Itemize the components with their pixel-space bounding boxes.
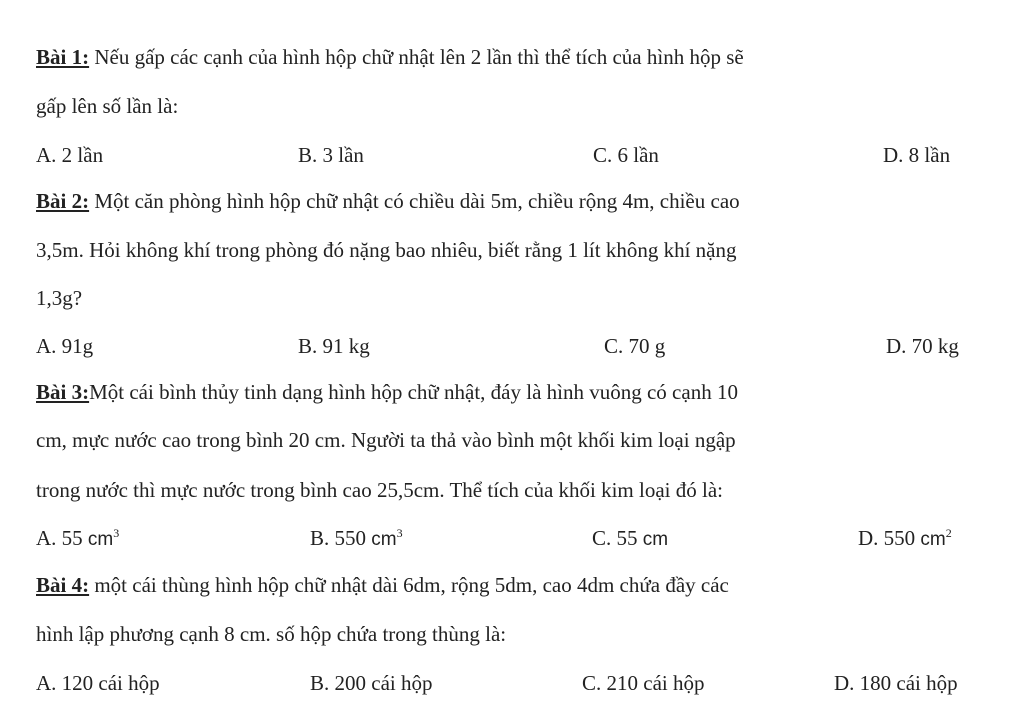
problem-2-text-1: Một căn phòng hình hộp chữ nhật có chiều dài 5m, chiều rộng 4m, chiều cao bbox=[94, 189, 740, 213]
problem-3-line-3: trong nước thì mực nước trong bình cao 25,5cm. Thể tích của khối kim loại đó là: bbox=[36, 478, 723, 502]
problem-3-label: Bài 3: bbox=[36, 380, 90, 404]
problem-2-line-2: 3,5m. Hỏi không khí trong phòng đó nặng bao nhiêu, biết rằng 1 lít không khí nặng bbox=[36, 238, 737, 262]
problem-1-text-1: Nếu gấp các cạnh của hình hộp chữ nhật lên 2 lần thì thể tích của hình hộp sẽ bbox=[94, 45, 744, 69]
problem-4-option-c: C. 210 cái hộp bbox=[582, 671, 705, 695]
problem-3-line-1 bbox=[36, 382, 738, 403]
problem-4-line-2: hình lập phương cạnh 8 cm. số hộp chứa trong thùng là: bbox=[36, 622, 507, 646]
problem-2-option-a: A. 91g bbox=[36, 334, 94, 358]
option-value: 55 bbox=[61, 526, 83, 550]
problem-4-text-1: một cái thùng hình hộp chữ nhật dài 6dm, rộng 5dm, cao 4dm chứa đầy các bbox=[94, 573, 729, 597]
problem-1-label: Bài 1: bbox=[36, 45, 90, 69]
option-prefix: D. bbox=[858, 526, 884, 550]
problem-2-option-d: D. 70 kg bbox=[886, 334, 959, 358]
option-value: 55 bbox=[616, 526, 638, 550]
problem-1-option-b: B. 3 lần bbox=[298, 143, 364, 167]
problem-2-option-c: C. 70 g bbox=[604, 334, 666, 358]
problem-1-option-c: C. 6 lần bbox=[593, 143, 659, 167]
option-exponent: 2 bbox=[945, 526, 952, 540]
option-prefix: B. bbox=[310, 526, 335, 550]
option-unit: cm bbox=[371, 529, 397, 550]
problem-3-line-2: cm, mực nước cao trong bình 20 cm. Người ta thả vào bình một khối kim loại ngập bbox=[36, 428, 736, 452]
option-unit: cm bbox=[87, 529, 114, 550]
problem-3-option-c bbox=[592, 528, 668, 549]
option-exponent: 3 bbox=[113, 526, 120, 540]
problem-4-option-a: A. 120 cái hộp bbox=[36, 671, 160, 695]
problem-3-text-1: Một cái bình thủy tinh dạng hình hộp chữ nhật, đáy là hình vuông có cạnh 10 bbox=[89, 380, 738, 404]
option-unit: cm bbox=[920, 529, 946, 550]
option-exponent: 3 bbox=[396, 526, 403, 540]
option-value: 550 bbox=[883, 526, 916, 550]
problem-3-option-b bbox=[310, 528, 403, 549]
problem-4-option-d: D. 180 cái hộp bbox=[834, 671, 958, 695]
option-prefix: C. bbox=[592, 526, 617, 550]
problem-4-line-1 bbox=[36, 575, 729, 596]
option-unit: cm bbox=[642, 529, 669, 550]
problem-3-option-d bbox=[858, 528, 952, 549]
problem-2-label: Bài 2: bbox=[36, 189, 90, 213]
problem-4-label: Bài 4: bbox=[36, 573, 90, 597]
problem-2-line-3: 1,3g? bbox=[36, 286, 83, 310]
option-prefix: A. bbox=[36, 526, 62, 550]
problem-3-option-a bbox=[36, 528, 119, 549]
problem-2-line-1 bbox=[36, 191, 740, 212]
problem-2-option-b: B. 91 kg bbox=[298, 334, 370, 358]
problem-1-option-a: A. 2 lần bbox=[36, 143, 104, 167]
problem-1-line-1 bbox=[36, 47, 744, 68]
problem-4-option-b: B. 200 cái hộp bbox=[310, 671, 433, 695]
problem-1-line-2: gấp lên số lần là: bbox=[36, 94, 179, 118]
option-value: 550 bbox=[334, 526, 367, 550]
problem-1-option-d: D. 8 lần bbox=[883, 143, 951, 167]
